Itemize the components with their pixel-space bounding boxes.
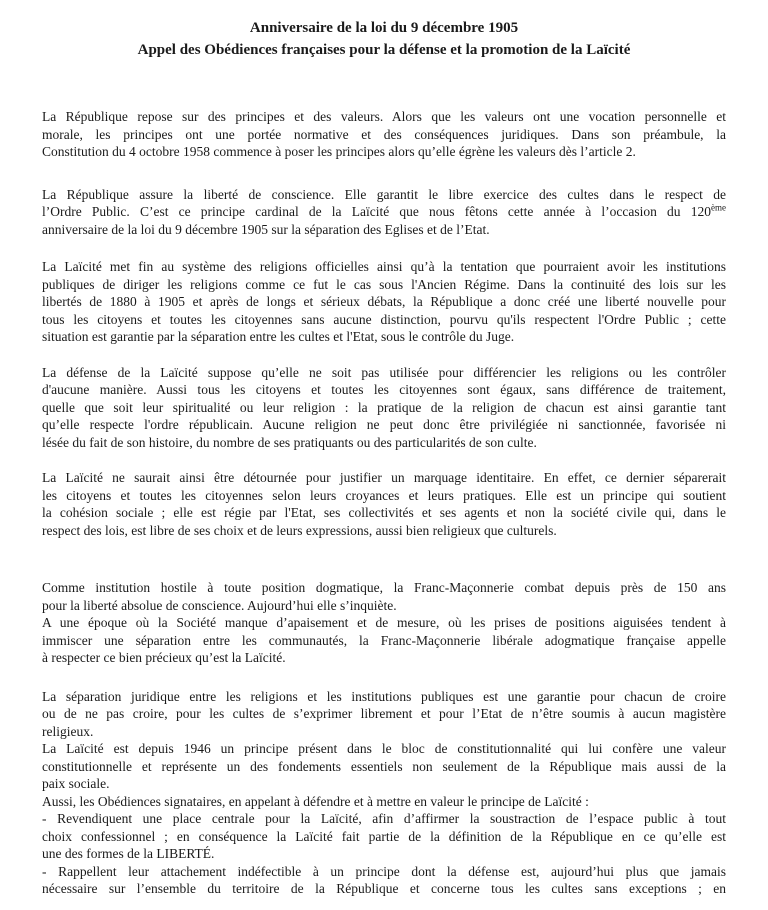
text-segment: l’Ordre Public. C’est ce principe cardinal de la Laïcité que nous fêtons cette année à l’occasion du 120	[42, 204, 711, 219]
text-line: La Laïcité est depuis 1946 un principe présent dans le bloc de constitutionnalité qui lui confère une valeur	[42, 741, 726, 756]
text-line: La Laïcité met fin au système des religions officielles ainsi qu’à la tentation que pourraient avoir les institutions	[42, 259, 726, 274]
text-line: - Rappellent leur attachement indéfectible à un principe dont la défense est, aujourd’hui plus que jamais	[42, 863, 726, 879]
text-line: une des formes de la LIBERTÉ.	[42, 846, 215, 861]
text-line: publiques de diriger les religions comme ce fut le cas sous l'Ancien Régime. Dans la continuité des lois sur les	[42, 276, 726, 292]
text-line: d'aucune manière. Aussi tous les citoyens et toutes les citoyennes sont égaux, sans différence de traitement,	[42, 382, 726, 397]
text-line: lésée du fait de son histoire, du nombre de ses pratiquants ou des particularités de son culte.	[42, 434, 537, 450]
text-line: quelle que soit leur spiritualité ou leur religion : la pratique de la religion de chacun est ainsi garantie tant	[42, 399, 726, 415]
text-line: à respecter ce bien précieux qu’est la Laïcité.	[42, 650, 286, 665]
superscript-ordinal: ème	[711, 202, 726, 213]
text-line: anniversaire de la loi du 9 décembre 1905 sur la séparation des Eglises et de l’Etat.	[42, 221, 490, 237]
text-line: - Revendiquent une place centrale pour la Laïcité, afin d’affirmer la soustraction de l’espace public à tout	[42, 811, 726, 826]
text-line: La Laïcité ne saurait ainsi être détournée pour justifier un marquage identitaire. En effet, ce dernier séparerait	[42, 470, 726, 485]
text-line: La République repose sur des principes et des valeurs. Alors que les valeurs ont une vocation personnelle et	[42, 109, 726, 124]
paragraph-liberte-de-conscience	[42, 186, 726, 239]
paragraph-franc-maconnerie	[42, 579, 726, 667]
document-title	[42, 17, 726, 61]
text-line: La défense de la Laïcité suppose qu’elle ne soit pas utilisée pour différencier les religions ou les contrôler	[42, 364, 726, 380]
text-line: choix confessionnel ; en conséquence la Laïcité fait partie de la définition de la République en ce qu’elle est	[42, 828, 726, 844]
paragraph-republique-principes	[42, 108, 726, 161]
text-line: libertés de 1880 à 1905 et après de longs et sérieux débats, la République a donc créé une liberté nouvelle pour	[42, 294, 726, 309]
text-line: pour la liberté absolue de conscience. Aujourd’hui elle s’inquiète.	[42, 597, 397, 613]
text-line: Constitution du 4 octobre 1958 commence à poser les principes alors qu’elle égrène les valeurs dès l’article 2.	[42, 144, 636, 159]
paragraph-marquage-identitaire	[42, 469, 726, 539]
title-line-1: Anniversaire de la loi du 9 décembre 1905	[249, 20, 519, 36]
text-line: A une époque où la Société manque d’apaisement et de mesure, où les prises de positions aiguisées tendent à	[42, 615, 726, 630]
text-line: paix sociale.	[42, 776, 110, 791]
text-line: religieux.	[42, 723, 94, 739]
text-line: constitutionnelle et représente un des fondements essentiels non seulement de la République mais aussi de la	[42, 758, 726, 774]
paragraph-defense-laicite	[42, 364, 726, 452]
text-line: nécessaire sur l’ensemble du territoire de la République et concerne tous les cultes sans exceptions ; en	[42, 881, 726, 896]
text-line: La séparation juridique entre les religions et les institutions publiques est une garantie pour chacun de croire	[42, 688, 726, 704]
text-line	[42, 203, 726, 221]
paragraph-fin-religions-officielles	[42, 258, 726, 346]
text-line: Comme institution hostile à toute position dogmatique, la Franc-Maçonnerie combat depuis près de 150 ans	[42, 580, 726, 595]
title-line-2: Appel des Obédiences françaises pour la défense et la promotion de la Laïcité	[137, 42, 631, 58]
text-line: les citoyens et toutes les citoyennes selon leurs croyances et leurs pratiques. Elle est un principe qui soutient	[42, 487, 726, 503]
text-line: respect des lois, est libre de ses choix et de leurs expressions, aussi bien religieux que culturels.	[42, 522, 557, 538]
text-line: situation est garantie par la séparation entre les cultes et l'Etat, sous le contrôle du Juge.	[42, 329, 515, 344]
text-line: tous les citoyens et toutes les citoyennes sans aucune distinction, pourvu qu'ils respectent l'Ordre Public ; cette	[42, 311, 726, 327]
text-line: morale, les principes ont une portée normative et des conséquences juridiques. Dans son préambule, la	[42, 126, 726, 142]
text-line: ou de ne pas croire, pour les cultes de s’exprimer librement et pour l’Etat de n’être soumis à aucun magistère	[42, 706, 726, 721]
text-line: La République assure la liberté de conscience. Elle garantit le libre exercice des cultes dans le respect de	[42, 186, 726, 202]
paragraph-separation-juridique-et-appel	[42, 688, 726, 898]
text-line: qu’elle respecte l'ordre républicain. Aucune religion ne peut donc être privilégiée ni sanctionnée, favorisée ni	[42, 417, 726, 432]
text-line: Aussi, les Obédiences signataires, en appelant à défendre et à mettre en valeur le principe de Laïcité :	[42, 793, 589, 809]
text-line: la cohésion sociale ; elle est régie par l'Etat, ses collectivités et ses agents et non la société civile qui, dans le	[42, 505, 726, 520]
text-line: immiscer une séparation entre les communautés, la Franc-Maçonnerie libérale adogmatique française appelle	[42, 632, 726, 648]
